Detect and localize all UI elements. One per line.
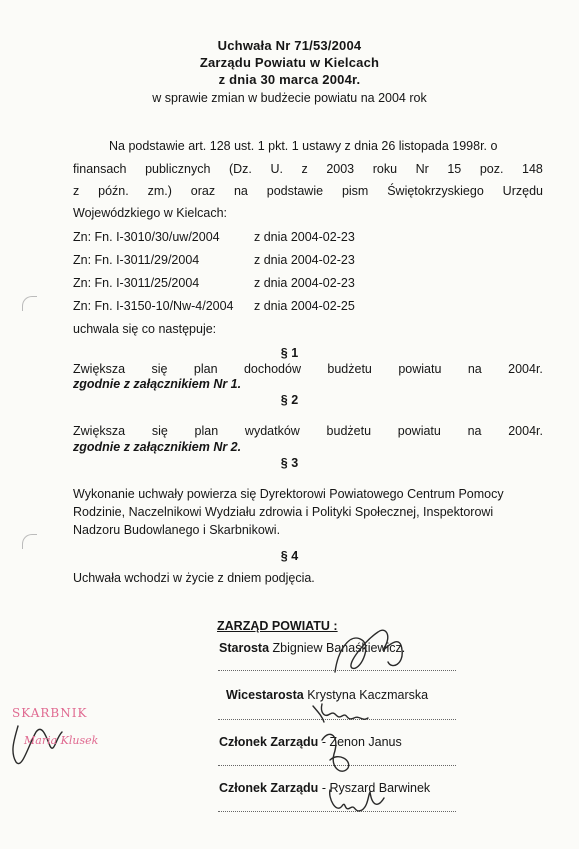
letter-ref: Zn: Fn. I-3150-10/Nw-4/2004 — [73, 299, 234, 313]
preamble-line-4: Wojewódzkiego w Kielcach: — [73, 206, 228, 220]
section-1-note: zgodnie z załącznikiem Nr 1. — [73, 377, 242, 391]
treasurer-stamp-title: SKARBNIK — [12, 706, 88, 720]
treasurer-stamp-name: Maria Klusek — [24, 734, 99, 747]
preamble-line-3: z późn. zm.) oraz na podstawie pism Świętokrzyskiego Urzędu — [73, 184, 543, 198]
section-2-label: § 2 — [280, 393, 299, 407]
section-3-line: Wykonanie uchwały powierza się Dyrektorowi Powiatowego Centrum Pomocy — [73, 487, 504, 501]
section-3-line: Rodzinie, Naczelnikowi Wydziału zdrowia i Polityki Społecznej, Inspektorowi — [73, 505, 494, 519]
board-member-wicestarosta: Wicestarosta Krystyna Kaczmarska — [226, 688, 429, 702]
section-3-line: Nadzoru Budowlanego i Skarbnikowi. — [73, 523, 281, 537]
signature-line — [218, 719, 456, 720]
letter-ref: Zn: Fn. I-3010/30/uw/2004 — [73, 230, 220, 244]
resolution-date: z dnia 30 marca 2004r. — [218, 72, 361, 87]
letter-date: z dnia 2004-02-23 — [254, 230, 355, 244]
letter-date: z dnia 2004-02-25 — [254, 299, 355, 313]
section-2-text: Zwiększa się plan wydatków budżetu powiatu na 2004r. — [73, 424, 543, 438]
signature-line — [218, 811, 456, 812]
board-member-1: Członek Zarządu - Zenon Janus — [219, 735, 402, 749]
resolves-text: uchwala się co następuje: — [73, 322, 217, 336]
section-1-text: Zwiększa się plan dochodów budżetu powiatu na 2004r. — [73, 362, 543, 376]
signature-line — [218, 670, 456, 671]
board-heading: ZARZĄD POWIATU : — [217, 619, 338, 633]
letter-ref: Zn: Fn. I-3011/25/2004 — [73, 276, 200, 290]
resolution-subject: w sprawie zmian w budżecie powiatu na 2004 rok — [152, 91, 427, 105]
resolution-number: Uchwała Nr 71/53/2004 — [217, 38, 362, 53]
section-3-label: § 3 — [280, 456, 299, 470]
signature-line — [218, 765, 456, 766]
board-member-2: Członek Zarządu - Ryszard Barwinek — [219, 781, 431, 795]
section-2-note: zgodnie z załącznikiem Nr 2. — [73, 440, 242, 454]
preamble-line-1: Na podstawie art. 128 ust. 1 pkt. 1 ustawy z dnia 26 listopada 1998r. o — [109, 139, 498, 153]
letter-date: z dnia 2004-02-23 — [254, 253, 355, 267]
punch-hole-mark — [22, 534, 37, 549]
letter-ref: Zn: Fn. I-3011/29/2004 — [73, 253, 200, 267]
section-4-label: § 4 — [280, 549, 299, 563]
section-1-label: § 1 — [280, 346, 299, 360]
preamble-line-2: finansach publicznych (Dz. U. z 2003 roku Nr 15 poz. 148 — [73, 162, 543, 176]
punch-hole-mark — [22, 296, 37, 311]
section-4-text: Uchwała wchodzi w życie z dniem podjęcia. — [73, 571, 315, 585]
issuing-body: Zarządu Powiatu w Kielcach — [199, 55, 380, 70]
letter-date: z dnia 2004-02-23 — [254, 276, 355, 290]
board-member-starosta: Starosta Zbigniew Banaśkiewicz. — [219, 641, 406, 655]
